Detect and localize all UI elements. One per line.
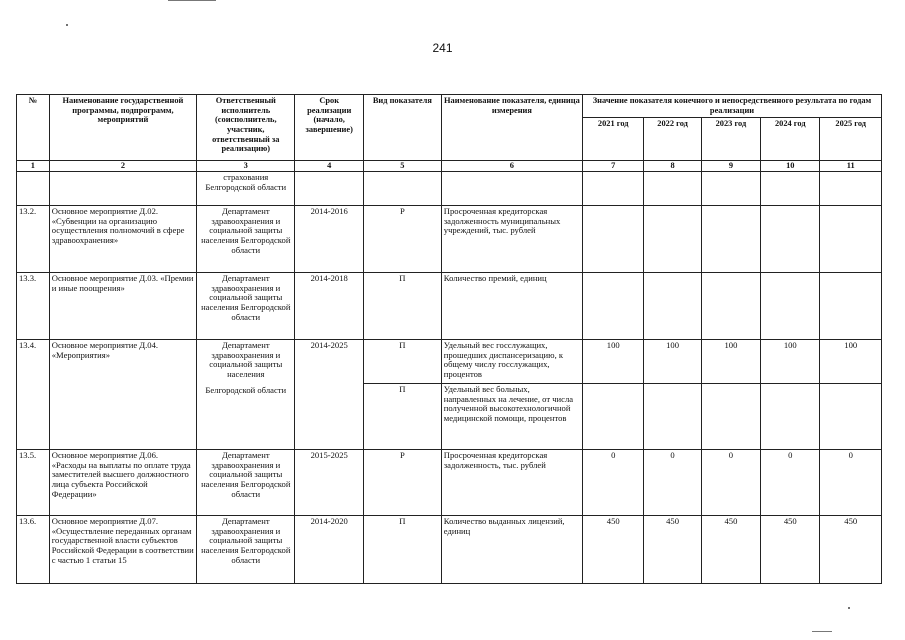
value-cell: [644, 383, 701, 449]
measure-name: Основное мероприятие Д.02. «Субвенции на организацию осуществления полномочий в сфере здравоохранения»: [49, 205, 196, 272]
value-cell: 450: [761, 515, 820, 583]
program-table: [16, 94, 882, 584]
value-cell: 450: [583, 515, 644, 583]
period-cell: 2014-2025: [295, 339, 364, 449]
table-row: [17, 515, 882, 583]
value-cell: 100: [820, 339, 882, 383]
header-no: №: [17, 95, 50, 161]
indicator-cell: Количество премий, единиц: [441, 272, 582, 339]
indicator-cell: Просроченная кредиторская задолженность муниципальных учреждений, тыс. рублей: [441, 205, 582, 272]
value-cell: 100: [644, 339, 701, 383]
header-period: Срок реализации (начало, завершение): [295, 95, 364, 161]
column-number: 6: [441, 161, 582, 172]
value-cell: 0: [701, 449, 760, 515]
value-cell: 100: [583, 339, 644, 383]
column-number: 11: [820, 161, 882, 172]
period-cell: 2014-2016: [295, 205, 364, 272]
value-cell: [701, 205, 760, 272]
measure-name: Основное мероприятие Д.06. «Расходы на выплаты по оплате труда заместителей высшего должностного лица субъекта Российской Федерации»: [49, 449, 196, 515]
value-cell: [644, 272, 701, 339]
column-number: 9: [701, 161, 760, 172]
header-kind: Вид показателя: [363, 95, 441, 161]
value-cell: 100: [701, 339, 760, 383]
header-year: 2022 год: [644, 118, 701, 161]
scan-artifact-dot: [66, 24, 68, 26]
column-number: 8: [644, 161, 701, 172]
value-cell: [820, 383, 882, 449]
value-cell: 450: [701, 515, 760, 583]
value-cell: 0: [820, 449, 882, 515]
column-number: 5: [363, 161, 441, 172]
value-cell: 450: [820, 515, 882, 583]
header-values: Значение показателя конечного и непосредственного результата по годам реализации: [583, 95, 882, 118]
responsible-cell: Департамент здравоохранения и социальной защиты населения Белгородской области: [197, 272, 295, 339]
scan-artifact-dot: [848, 607, 850, 609]
value-cell: [820, 205, 882, 272]
value-cell: 100: [761, 339, 820, 383]
indicator-cell: Количество выданных лицензий, единиц: [441, 515, 582, 583]
value-cell: 0: [583, 449, 644, 515]
header-indicator: Наименование показателя, единица измерения: [441, 95, 582, 161]
responsible-cell: Департамент здравоохранения и социальной защиты населения Белгородской области: [197, 205, 295, 272]
responsible-cell: страхования Белгородской области: [197, 171, 295, 205]
indicator-cell: Удельный вес больных, направленных на лечение, от числа полученной высокотехнологичной медицинской помощи, процентов: [441, 383, 582, 449]
table-row: [17, 272, 882, 339]
value-cell: [644, 205, 701, 272]
table-row: [17, 449, 882, 515]
scan-artifact-line: [812, 631, 832, 632]
value-cell: [701, 383, 760, 449]
value-cell: 0: [644, 449, 701, 515]
value-cell: [761, 383, 820, 449]
indicator-cell: Просроченная кредиторская задолженность, тыс. рублей: [441, 449, 582, 515]
responsible-cell: Департамент здравоохранения и социальной защиты населения Белгородской области: [197, 449, 295, 515]
kind-cell: П: [363, 339, 441, 383]
value-cell: 0: [761, 449, 820, 515]
value-cell: 450: [644, 515, 701, 583]
column-number: 1: [17, 161, 50, 172]
column-number: 2: [49, 161, 196, 172]
responsible-text: Белгородской области: [205, 385, 287, 396]
row-number: 13.5.: [17, 449, 50, 515]
column-number: 7: [583, 161, 644, 172]
header-year: 2025 год: [820, 118, 882, 161]
measure-name: Основное мероприятие Д.07. «Осуществление переданных органам государственной власти субъектов Российской Федерации в соответствии с частью 1 статьи 15: [49, 515, 196, 583]
scan-artifact-line: [168, 0, 216, 1]
period-cell: 2015-2025: [295, 449, 364, 515]
period-cell: 2014-2018: [295, 272, 364, 339]
column-number: 3: [197, 161, 295, 172]
row-number: 13.3.: [17, 272, 50, 339]
value-cell: [820, 272, 882, 339]
kind-cell: П: [363, 515, 441, 583]
header-year: 2023 год: [701, 118, 760, 161]
column-number: 10: [761, 161, 820, 172]
page-number: 241: [432, 41, 453, 55]
value-cell: [583, 383, 644, 449]
value-cell: [761, 205, 820, 272]
kind-cell: П: [363, 383, 441, 449]
period-cell: 2014-2020: [295, 515, 364, 583]
responsible-text: Департамент здравоохранения и социальной защиты населения: [209, 339, 283, 380]
kind-cell: Р: [363, 449, 441, 515]
value-cell: [701, 272, 760, 339]
row-number: 13.2.: [17, 205, 50, 272]
value-cell: [761, 272, 820, 339]
table-row: [17, 339, 882, 383]
column-number: 4: [295, 161, 364, 172]
kind-cell: П: [363, 272, 441, 339]
header-year: 2024 год: [761, 118, 820, 161]
responsible-cell: Департамент здравоохранения и социальной защиты населения Белгородской области: [197, 515, 295, 583]
header-name: Наименование государственной программы, подпрограмм, мероприятий: [49, 95, 196, 161]
table-row: [17, 205, 882, 272]
header-year: 2021 год: [583, 118, 644, 161]
table-row: [17, 171, 882, 205]
kind-cell: Р: [363, 205, 441, 272]
indicator-cell: Удельный вес госслужащих, прошедших диспансеризацию, к общему числу госслужащих, процентов: [441, 339, 582, 383]
row-number: 13.4.: [17, 339, 50, 449]
value-cell: [583, 205, 644, 272]
measure-name: Основное мероприятие Д.03. «Премии и иные поощрения»: [49, 272, 196, 339]
responsible-cell: [197, 339, 295, 449]
value-cell: [583, 272, 644, 339]
header-responsible: Ответственный исполнитель (соисполнитель, участник, ответственный за реализацию): [197, 95, 295, 161]
row-number: 13.6.: [17, 515, 50, 583]
measure-name: Основное мероприятие Д.04. «Мероприятия»: [49, 339, 196, 449]
